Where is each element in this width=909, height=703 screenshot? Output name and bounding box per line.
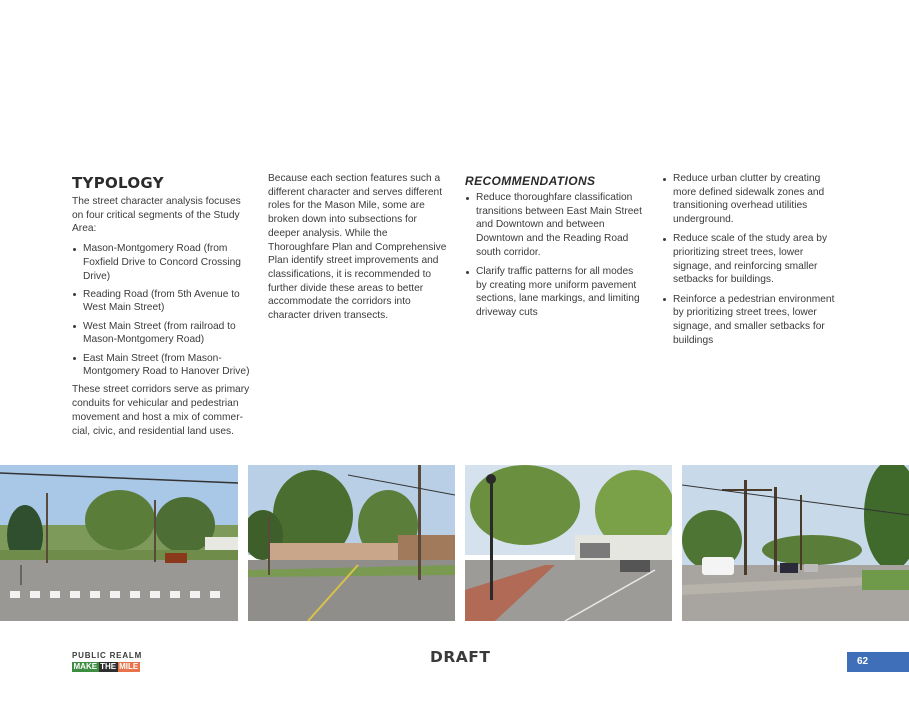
section-text-column — [268, 172, 448, 323]
list-item: Reduce scale of the study area by prioritizing street trees, lower signage, and reinforcing smaller setbacks for buildings. — [662, 232, 837, 287]
recommendations-column — [465, 172, 643, 325]
recommendations-list-continued — [662, 172, 837, 347]
street-photo-mason-montgomery — [0, 465, 238, 621]
list-item: Reinforce a pedestrian environment by prioritizing street trees, lower signage, and smaller setbacks for buildings — [662, 293, 837, 348]
list-item: Mason-Montgomery Road (from Foxfield Drive to Concord Crossing Drive) — [72, 242, 252, 283]
recommendations-list — [465, 191, 643, 320]
typology-closing: These street corridors serve as primary conduits for vehicular and pedestrian movement and host a mix of commer-cial, civic, and residential land uses. — [72, 384, 250, 437]
photo-strip — [0, 465, 909, 621]
typology-heading: TYPOLOGY — [72, 174, 164, 192]
list-item: East Main Street (from Mason-Montgomery Road to Hanover Drive) — [72, 352, 252, 379]
list-item: Reduce urban clutter by creating more defined sidewalk zones and transitioning overhead utilities underground. — [662, 172, 837, 227]
list-item: Clarify traffic patterns for all modes by creating more uniform pavement sections, lane markings, and limiting driveway cuts — [465, 265, 643, 320]
logo-part: THE — [100, 662, 117, 671]
segment-list — [72, 242, 252, 379]
recommendations-heading: RECOMMENDATIONS — [465, 174, 596, 188]
street-photo-west-main — [465, 465, 672, 621]
typology-column — [72, 172, 252, 438]
logo-part: MILE — [119, 662, 139, 671]
draft-watermark: DRAFT — [430, 648, 491, 666]
recommendations-continued-column — [662, 172, 837, 353]
logo-part: MAKE — [73, 662, 98, 671]
list-item: Reading Road (from 5th Avenue to West Main Street) — [72, 288, 252, 315]
section-label: PUBLIC REALM — [72, 651, 143, 660]
page-number: 62 — [847, 652, 909, 672]
typology-intro: The street character analysis focuses on four critical segments of the Study Area: — [72, 196, 241, 235]
section-paragraph: Because each section features such a different character and serves different roles for the Mason Mile, some are broken down into subsections for deeper analysis. While the Thoroughfare Plan and Comprehensive Plan identify street improvements and classifications, it is recommended to further divide these areas to better accommodate the corridors into character driven transects. — [268, 173, 447, 322]
street-photo-east-main — [682, 465, 909, 621]
list-item: Reduce thoroughfare classification transitions between East Main Street and Downtown and between Downtown and the Reading Road south corridor. — [465, 191, 643, 260]
street-photo-reading-road — [248, 465, 455, 621]
list-item: West Main Street (from railroad to Mason-Montgomery Road) — [72, 320, 252, 347]
make-the-mile-logo — [72, 662, 140, 672]
